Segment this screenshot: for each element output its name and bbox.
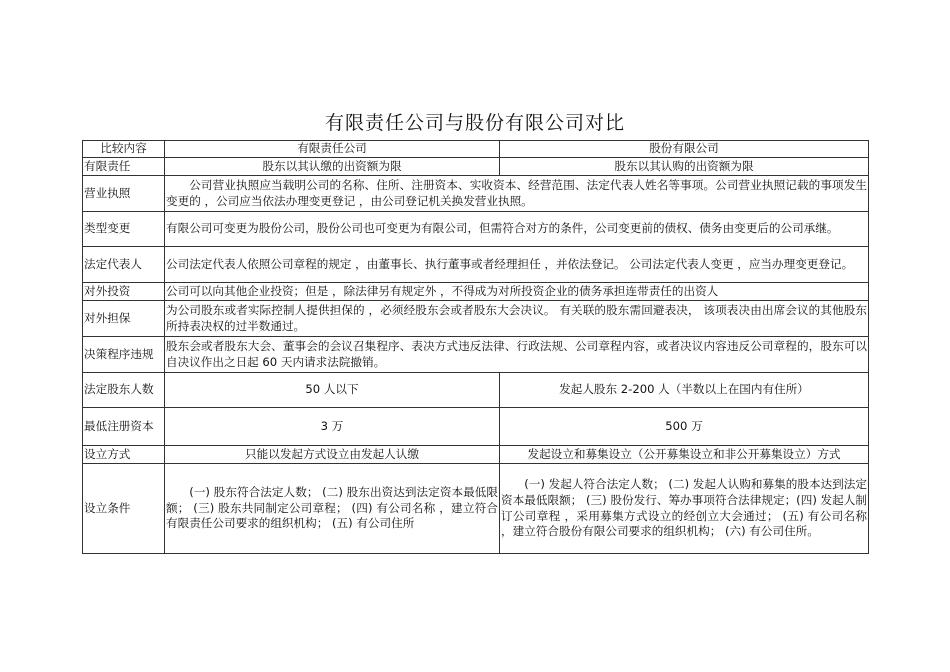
cell-jsc: 股东以其认购的出资额为限 [500,158,869,176]
cell-jsc: (一) 发起人符合法定人数； (二) 发起人认购和募集的股本达到法定资本最低限额； (三) 股份发行、筹办事项符合法律规定；(四) 发起人制订公司章程 ，采用募集方式设立的经创立大会通过； (五) 有公司名称 ，建立符合股份有限公司要求的组织机构； (六) 有公司住所。 [500,464,869,554]
cell-shared: 公司法定代表人依照公司章程的规定 ，由董事长、执行董事或者经理担任 ，并依法登记。 公司法定代表人变更 ，应当办理变更登记。 [165,247,869,283]
row-label: 设立方式 [83,446,165,464]
table-row [83,373,869,408]
row-label: 法定股东人数 [83,373,165,408]
cell-shared: 股东会或者股东大会、董事会的会议召集程序、表决方式违反法律、行政法规、公司章程内容，或者决议内容违反公司章程的，股东可以自决议作出之日起 60 天内请求法院撤销。 [165,337,869,373]
table-row [83,408,869,446]
cell-llc: 只能以发起方式设立由发起人认缴 [165,446,500,464]
comparison-table [82,140,869,554]
row-label: 决策程序违规 [83,337,165,373]
cell-jsc: 500 万 [500,408,869,446]
row-label: 最低注册资本 [83,408,165,446]
table-row [83,247,869,283]
header-jsc: 股份有限公司 [500,141,869,158]
table-row [83,176,869,212]
cell-jsc: 发起设立和募集设立（公开募集设立和非公开募集设立）方式 [500,446,869,464]
row-label: 法定代表人 [83,247,165,283]
table-row [83,212,869,247]
row-label: 有限责任 [83,158,165,176]
row-label: 类型变更 [83,212,165,247]
table-row [83,337,869,373]
header-item: 比较内容 [83,141,165,158]
table-row [83,446,869,464]
row-label: 营业执照 [83,176,165,212]
page-title: 有限责任公司与股份有限公司对比 [324,112,625,134]
cell-shared: 公司营业执照应当载明公司的名称、住所、注册资本、实收资本、经营范围、法定代表人姓名等事项。公司营业执照记载的事项发生变更的 ，公司应当依法办理变更登记 ，由公司登记机关换发营业执照。 [165,176,869,212]
cell-llc: 股东以其认缴的出资额为限 [165,158,500,176]
cell-shared: 为公司股东或者实际控制人提供担保的 ，必须经股东会或者股东大会决议。 有关联的股东需回避表决， 该项表决由出席会议的其他股东所持表决权的过半数通过。 [165,301,869,337]
table-header-row [83,141,869,158]
header-llc: 有限责任公司 [165,141,500,158]
table-row [83,464,869,554]
cell-llc: 3 万 [165,408,500,446]
row-label: 对外担保 [83,301,165,337]
table-row [83,283,869,301]
row-label: 对外投资 [83,283,165,301]
table-row [83,301,869,337]
cell-jsc: 发起人股东 2-200 人（半数以上在国内有住所） [500,373,869,408]
cell-llc: (一) 股东符合法定人数； (二) 股东出资达到法定资本最低限额； (三) 股东共同制定公司章程； (四) 有公司名称 ，建立符合有限责任公司要求的组织机构； (五) 有公司住所 [165,464,500,554]
cell-llc: 50 人以下 [165,373,500,408]
table-row [83,158,869,176]
row-label: 设立条件 [83,464,165,554]
cell-shared: 有限公司可变更为股份公司，股份公司也可变更为有限公司，但需符合对方的条件，公司变更前的债权、债务由变更后的公司承继。 [165,212,869,247]
cell-shared: 公司可以向其他企业投资；但是 ，除法律另有规定外 ，不得成为对所投资企业的债务承担连带责任的出资人 [165,283,869,301]
